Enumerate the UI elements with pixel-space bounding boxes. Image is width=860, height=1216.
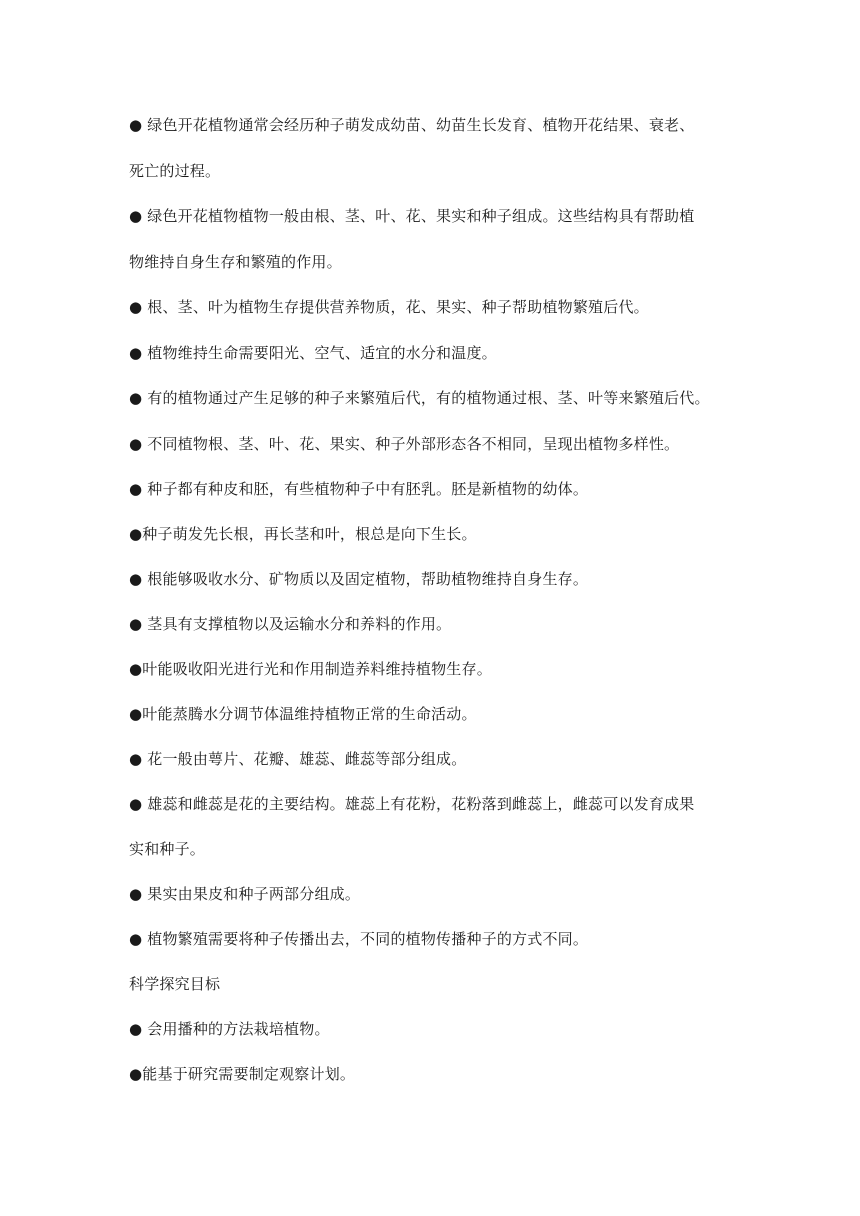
text-line: ● 花一般由萼片、花瓣、雄蕊、雌蕊等部分组成。: [129, 750, 467, 768]
text-line: ●叶能吸收阳光进行光和作用制造养料维持植物生存。: [129, 660, 492, 678]
text-line: 物维持自身生存和繁殖的作用。: [129, 253, 342, 271]
text-line: ●能基于研究需要制定观察计划。: [129, 1065, 356, 1083]
text-line: ● 果实由果皮和种子两部分组成。: [129, 885, 361, 903]
text-line: ● 茎具有支撑植物以及运输水分和养料的作用。: [129, 615, 452, 633]
text-line: ● 植物维持生命需要阳光、空气、适宜的水分和温度。: [129, 344, 497, 362]
section-heading: 科学探究目标: [129, 975, 221, 993]
text-line: ● 会用播种的方法栽培植物。: [129, 1020, 330, 1038]
text-line: ● 种子都有种皮和胚，有些植物种子中有胚乳。胚是新植物的幼体。: [129, 480, 589, 498]
text-line: ● 雄蕊和雌蕊是花的主要结构。雄蕊上有花粉，花粉落到雌蕊上，雌蕊可以发育成果: [129, 795, 695, 813]
text-line: ● 植物繁殖需要将种子传播出去，不同的植物传播种子的方式不同。: [129, 930, 589, 948]
text-line: ● 有的植物通过产生足够的种子来繁殖后代，有的植物通过根、茎、叶等来繁殖后代。: [129, 389, 710, 407]
text-line: ● 不同植物根、茎、叶、花、果实、种子外部形态各不相同，呈现出植物多样性。: [129, 435, 680, 453]
text-line: ● 绿色开花植物植物一般由根、茎、叶、花、果实和种子组成。这些结构具有帮助植: [129, 207, 695, 225]
text-line: ●种子萌发先长根，再长茎和叶，根总是向下生长。: [129, 525, 477, 543]
text-line: ● 绿色开花植物通常会经历种子萌发成幼苗、幼苗生长发育、植物开花结果、衰老、: [129, 116, 695, 134]
text-line: 死亡的过程。: [129, 162, 221, 180]
text-line: ●叶能蒸腾水分调节体温维持植物正常的生命活动。: [129, 705, 477, 723]
text-line: ● 根能够吸收水分、矿物质以及固定植物，帮助植物维持自身生存。: [129, 570, 589, 588]
text-line: ● 根、茎、叶为植物生存提供营养物质，花、果实、种子帮助植物繁殖后代。: [129, 298, 649, 316]
text-line: 实和种子。: [129, 840, 206, 858]
